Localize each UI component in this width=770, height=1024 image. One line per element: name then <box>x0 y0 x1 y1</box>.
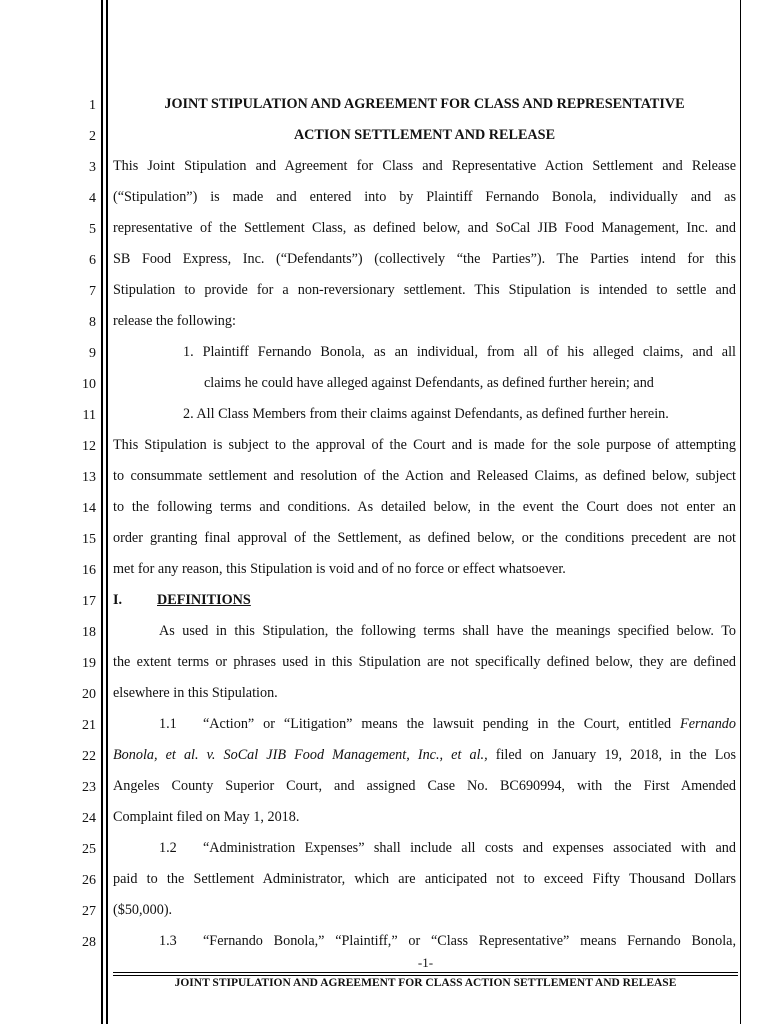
footer-divider-2 <box>113 975 738 976</box>
line-number: 1 <box>89 98 96 113</box>
definition-1-1-line-3: Angeles County Superior Court, and assigned Case No. BC690994, with the First Amended <box>113 778 736 794</box>
line-number: 14 <box>82 501 96 516</box>
page-number: -1- <box>417 955 434 970</box>
intro-line: Stipulation to provide for a non-reversionary settlement. This Stipulation is intended to settle and <box>113 282 736 298</box>
line-number: 5 <box>89 222 96 237</box>
definition-text: “Administration Expenses” shall include all costs and expenses associated with and <box>203 840 736 856</box>
left-margin-rule <box>101 0 103 1024</box>
approval-line: to consummate settlement and resolution of the Action and Released Claims, as defined below, subject <box>113 468 736 484</box>
line-number: 6 <box>89 253 96 268</box>
line-number: 13 <box>82 470 96 485</box>
intro-line: (“Stipulation”) is made and entered into by Plaintiff Fernando Bonola, individually and as <box>113 189 736 205</box>
definition-number: 1.3 <box>159 933 177 949</box>
line-number: 22 <box>82 749 96 764</box>
line-number: 15 <box>82 532 96 547</box>
line-number: 24 <box>82 811 96 826</box>
line-number: 19 <box>82 656 96 671</box>
section-number: I. <box>113 592 123 608</box>
section-title: DEFINITIONS <box>157 592 251 608</box>
line-number: 21 <box>82 718 96 733</box>
line-number: 28 <box>82 935 96 950</box>
definition-1-3-line-1 <box>113 931 736 951</box>
definition-text: “Fernando Bonola,” “Plaintiff,” or “Class Representative” means Fernando Bonola, <box>203 933 736 949</box>
footer-divider <box>113 972 738 973</box>
line-number: 27 <box>82 904 96 919</box>
definition-1-1-line-2 <box>113 745 736 765</box>
definitions-intro-line: elsewhere in this Stipulation. <box>113 685 278 701</box>
line-number: 23 <box>82 780 96 795</box>
line-number: 20 <box>82 687 96 702</box>
definition-1-2-line-2: paid to the Settlement Administrator, which are anticipated not to exceed Fifty Thousand Dollars <box>113 871 736 887</box>
left-margin-rule-inner <box>106 0 108 1024</box>
list-item-1-continued: claims he could have alleged against Defendants, as defined further herein; and <box>204 375 654 391</box>
definition-number: 1.1 <box>159 716 177 732</box>
approval-line: to the following terms and conditions. As detailed below, in the event the Court does not enter an <box>113 499 736 515</box>
intro-line: This Joint Stipulation and Agreement for Class and Representative Action Settlement and Release <box>113 158 736 174</box>
approval-line: order granting final approval of the Settlement, as defined below, or the conditions precedent are not <box>113 530 736 546</box>
definition-1-2-line-3: ($50,000). <box>113 902 173 918</box>
line-number: 12 <box>82 439 96 454</box>
right-margin-rule <box>740 0 741 1024</box>
definition-1-1-line-4: Complaint filed on May 1, 2018. <box>113 809 300 825</box>
case-name-italic: Fernando <box>680 716 736 732</box>
line-number: 10 <box>82 377 96 392</box>
line-number: 16 <box>82 563 96 578</box>
list-item-2: 2. All Class Members from their claims against Defendants, as defined further herein. <box>183 406 669 422</box>
line-number: 17 <box>82 594 96 609</box>
definition-number: 1.2 <box>159 840 177 856</box>
definitions-intro-line: As used in this Stipulation, the following terms shall have the meanings specified below. To <box>159 623 736 639</box>
intro-line: representative of the Settlement Class, as defined below, and SoCal JIB Food Management, Inc. and <box>113 220 736 236</box>
line-number: 8 <box>89 315 96 330</box>
document-title-line-2: ACTION SETTLEMENT AND RELEASE <box>293 127 556 143</box>
definition-text: filed on January 19, 2018, in the Los <box>487 747 737 763</box>
line-number: 26 <box>82 873 96 888</box>
definitions-intro-line: the extent terms or phrases used in this Stipulation are not specifically defined below, they are defined <box>113 654 736 670</box>
definition-1-2-line-1 <box>113 838 736 858</box>
case-name-italic: Bonola, et al. v. SoCal JIB Food Management, Inc., et al., <box>113 747 488 763</box>
line-number: 4 <box>89 191 96 206</box>
line-number: 3 <box>89 160 96 175</box>
intro-line: release the following: <box>113 313 236 329</box>
approval-line: This Stipulation is subject to the approval of the Court and is made for the sole purpose of attempting <box>113 437 736 453</box>
line-number: 18 <box>82 625 96 640</box>
line-number: 9 <box>89 346 96 361</box>
section-heading <box>113 590 736 610</box>
approval-line: met for any reason, this Stipulation is void and of no force or effect whatsoever. <box>113 561 566 577</box>
list-item-1: 1. Plaintiff Fernando Bonola, as an individual, from all of his alleged claims, and all <box>183 344 736 360</box>
definition-text: “Action” or “Litigation” means the lawsuit pending in the Court, entitled <box>203 716 681 732</box>
intro-line: SB Food Express, Inc. (“Defendants”) (collectively “the Parties”). The Parties intend for this <box>113 251 736 267</box>
definition-1-1-line-1 <box>113 714 736 734</box>
line-number: 25 <box>82 842 96 857</box>
footer-caption: JOINT STIPULATION AND AGREEMENT FOR CLASS ACTION SETTLEMENT AND RELEASE <box>174 977 677 989</box>
document-title-line-1: JOINT STIPULATION AND AGREEMENT FOR CLASS AND REPRESENTATIVE <box>164 96 685 112</box>
line-number: 11 <box>82 408 96 423</box>
line-number: 2 <box>89 129 96 144</box>
line-number: 7 <box>89 284 96 299</box>
